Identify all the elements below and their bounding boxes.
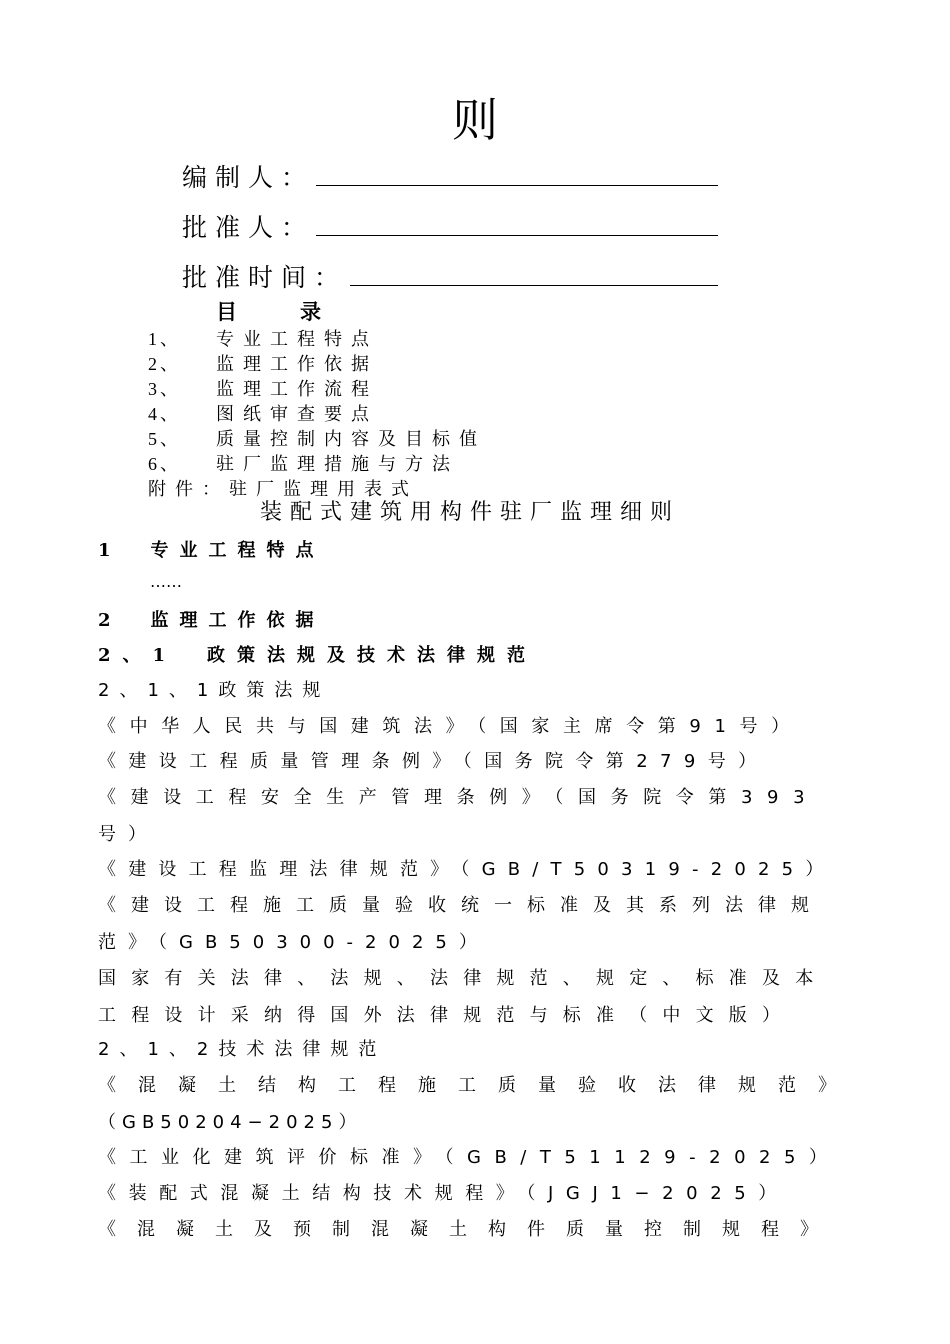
approver-label: 批准人：	[182, 213, 315, 242]
toc-item: 3、 监理工作流程	[148, 379, 378, 400]
toc-appendix: 附件：驻厂监理用表式	[148, 479, 418, 500]
standard-line: 《混凝土及预制混凝土构件质量控制规程》	[98, 1219, 839, 1240]
compiler-signature-line	[316, 185, 718, 186]
toc-item: 5、 质量控制内容及目标值	[148, 429, 486, 450]
section-2-1-1-heading: 2、1、1政策法规	[98, 680, 331, 701]
standard-line: （GB50204−2025）	[98, 1112, 363, 1133]
toc-heading: 目 录	[216, 300, 321, 324]
law-line: 《建设工程施工质量验收统一标准及其系列法律规	[98, 895, 824, 916]
section-2-1-heading: 2、1 政策法规及技术法律规范	[98, 645, 538, 666]
section-1-body: ……	[150, 572, 182, 591]
law-line: 《建设工程质量管理条例》（国务院令第279号）	[98, 751, 769, 772]
law-line: 国家有关法律、法规、法律规范、规定、标准及本	[98, 968, 829, 989]
page-title-fragment: 则	[452, 93, 498, 147]
law-line: 工程设计采纳得国外法律规范与标准（中文版）	[98, 1005, 796, 1026]
law-line: 《建设工程安全生产管理条例》（国务院令第393	[98, 787, 820, 808]
document-title: 装配式建筑用构件驻厂监理细则	[259, 500, 680, 525]
law-line: 范》（GB50300-2025）	[98, 932, 489, 953]
approver-signature-line	[316, 235, 718, 236]
approve-time-line	[350, 285, 718, 286]
standard-line: 《装配式混凝土结构技术规程》（JGJ1−2025）	[98, 1183, 789, 1204]
toc-item: 1、 专业工程特点	[148, 329, 378, 350]
compiler-label: 编制人：	[182, 163, 315, 192]
section-2-heading: 2 监理工作依据	[98, 610, 325, 631]
toc-item: 6、 驻厂监理措施与方法	[148, 454, 459, 475]
section-2-1-2-heading: 2、1、2技术法律规范	[98, 1039, 387, 1060]
toc-item: 4、 图纸审查要点	[148, 404, 378, 425]
standard-line: 《混凝土结构工程施工质量验收法律规范》	[98, 1075, 858, 1096]
section-1-heading: 1 专业工程特点	[98, 540, 325, 561]
law-line: 《中华人民共与国建筑法》（国家主席令第91号）	[98, 716, 803, 737]
law-line: 《建设工程监理法律规范》（GB/T50319-2025）	[98, 859, 836, 880]
approve-time-label: 批准时间：	[182, 263, 348, 292]
standard-line: 《工业化建筑评价标准》（GB/T51129-2025）	[98, 1147, 841, 1168]
toc-item: 2、 监理工作依据	[148, 354, 378, 375]
law-line: 号）	[98, 824, 158, 845]
